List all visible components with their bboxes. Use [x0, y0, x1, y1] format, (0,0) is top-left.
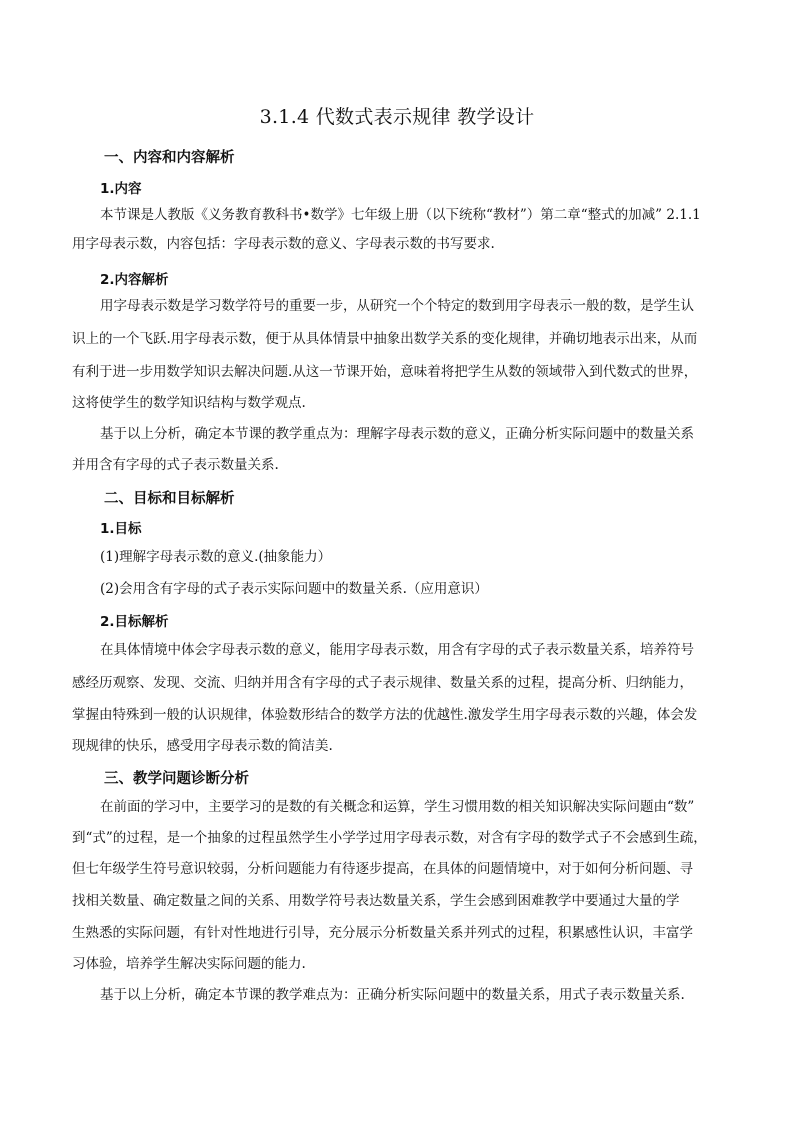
subheading-content-analysis: 2.内容解析	[100, 272, 169, 288]
paragraph-line: 在前面的学习中，主要学习的是数的有关概念和运算，学生习惯用数的相关知识解决实际问题由“数”	[100, 799, 695, 815]
paragraph-line: 基于以上分析，确定本节课的教学难点为：正确分析实际问题中的数量关系，用式子表示数量关系.	[100, 987, 685, 1003]
paragraph-line: 现规律的快乐，感受用字母表示数的简洁美.	[72, 738, 333, 754]
paragraph-line: 识上的一个飞跃.用字母表示数，便于从具体情景中抽象出数学关系的变化规律，并确切地表示出来，从而	[72, 331, 698, 347]
subheading-goals: 1.目标	[100, 521, 142, 537]
paragraph-line: 习体验，培养学生解决实际问题的能力.	[72, 956, 306, 972]
paragraph-line: 本节课是人教版《义务教育教科书•数学》七年级上册（以下统称“教材”）第二章“整式的加减” 2.1.1	[100, 207, 701, 223]
paragraph-line: 找相关数量、确定数量之间的关系、用数学符号表达数量关系，学生会感到困难教学中要通过大量的学	[72, 893, 680, 909]
paragraph-line: 感经历观察、发现、交流、归纳并用含有字母的式子表示规律、数量关系的过程，提高分析、归纳能力，	[72, 675, 693, 691]
paragraph-line: 到“式”的过程，是一个抽象的过程虽然学生小学学过用字母表示数，对含有字母的数学式子不会感到生疏，	[72, 830, 707, 846]
paragraph-line: 用字母表示数是学习数学符号的重要一步，从研究一个个特定的数到用字母表示一般的数，是学生认	[100, 298, 694, 314]
section-heading-1: 一、内容和内容解析	[104, 150, 235, 166]
document-title: 3.1.4 代数式表示规律 教学设计	[259, 106, 535, 128]
goal-item-2: (2)会用含有字母的式子表示实际问题中的数量关系.（应用意识）	[100, 581, 488, 597]
subheading-content: 1.内容	[100, 181, 142, 197]
paragraph-line: 用字母表示数，内容包括：字母表示数的意义、字母表示数的书写要求.	[72, 236, 495, 252]
paragraph-line: 但七年级学生符号意识较弱，分析问题能力有待逐步提高，在具体的问题情境中，对于如何分析问题、寻	[72, 861, 693, 877]
goal-item-1: (1)理解字母表示数的意义.(抽象能力）	[100, 549, 332, 565]
section-heading-2: 二、目标和目标解析	[104, 491, 235, 507]
subheading-goal-analysis: 2.目标解析	[100, 614, 169, 630]
paragraph-line: 基于以上分析，确定本节课的教学重点为：理解字母表示数的意义，正确分析实际问题中的数量关系	[100, 426, 694, 442]
paragraph-line: 生熟悉的实际问题，有针对性地进行引导，充分展示分析数量关系并列式的过程，积累感性认识，丰富学	[72, 925, 693, 941]
paragraph-line: 掌握由特殊到一般的认识规律，体验数形结合的数学方法的优越性.激发学生用字母表示数的兴趣，体会发	[72, 707, 698, 723]
section-heading-3: 三、教学问题诊断分析	[104, 771, 249, 787]
paragraph-line: 这将使学生的数学知识结构与数学观点.	[72, 395, 306, 411]
paragraph-line: 有利于进一步用数学知识去解决问题.从这一节课开始，意味着将把学生从数的领域带入到代数式的世界，	[72, 364, 698, 380]
paragraph-line: 并用含有字母的式子表示数量关系.	[72, 457, 279, 473]
paragraph-line: 在具体情境中体会字母表示数的意义，能用字母表示数，用含有字母的式子表示数量关系，培养符号	[100, 642, 694, 658]
